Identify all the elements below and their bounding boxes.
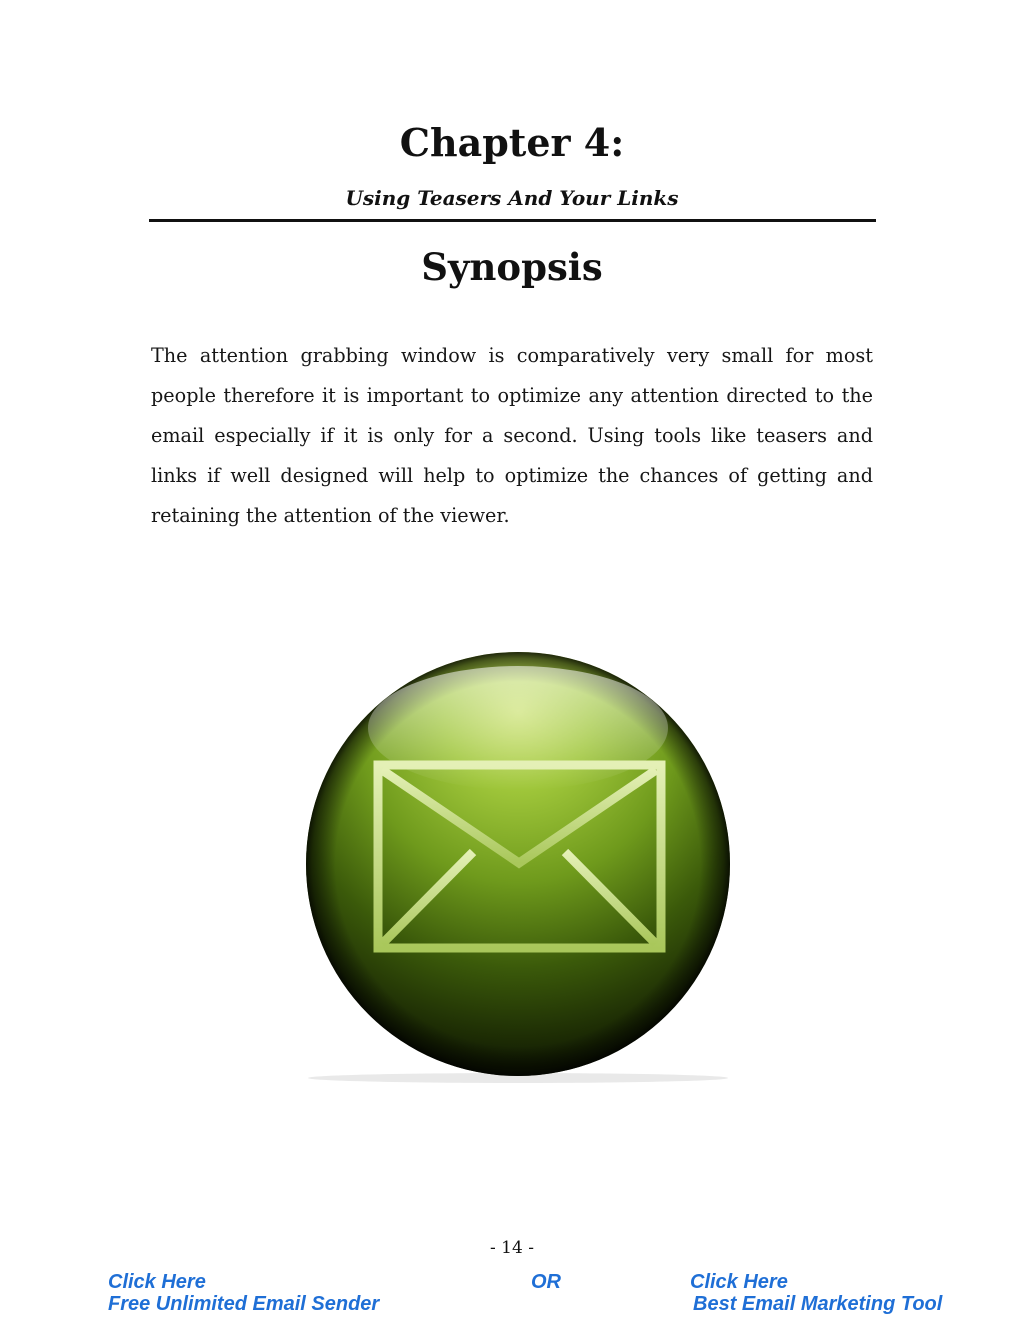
footer-link-free-unlimited-email-sender[interactable]: Free Unlimited Email Sender [108, 1293, 380, 1315]
page-number: - 14 - [490, 1238, 534, 1258]
chapter-subtitle: Using Teasers And Your Links [345, 186, 679, 210]
footer-or-separator: OR [531, 1271, 561, 1293]
synopsis-paragraph: The attention grabbing window is comparatively very small for most people therefore it is important to optimize any attention directed to the email especially if it is only for a second. Using tools like teasers and links if well designed will help to optimize the chances of getting and retaining the attention of the viewer. [151, 344, 873, 527]
chapter-title: Chapter 4: [399, 120, 625, 165]
footer-link-click-here-left[interactable]: Click Here [108, 1271, 206, 1293]
title-divider [149, 219, 876, 222]
section-title: Synopsis [421, 245, 603, 289]
envelope-icon [290, 650, 745, 1085]
footer-link-click-here-right[interactable]: Click Here [690, 1271, 788, 1293]
footer-link-best-email-marketing-tool[interactable]: Best Email Marketing Tool [693, 1293, 943, 1315]
email-illustration [290, 650, 745, 1085]
